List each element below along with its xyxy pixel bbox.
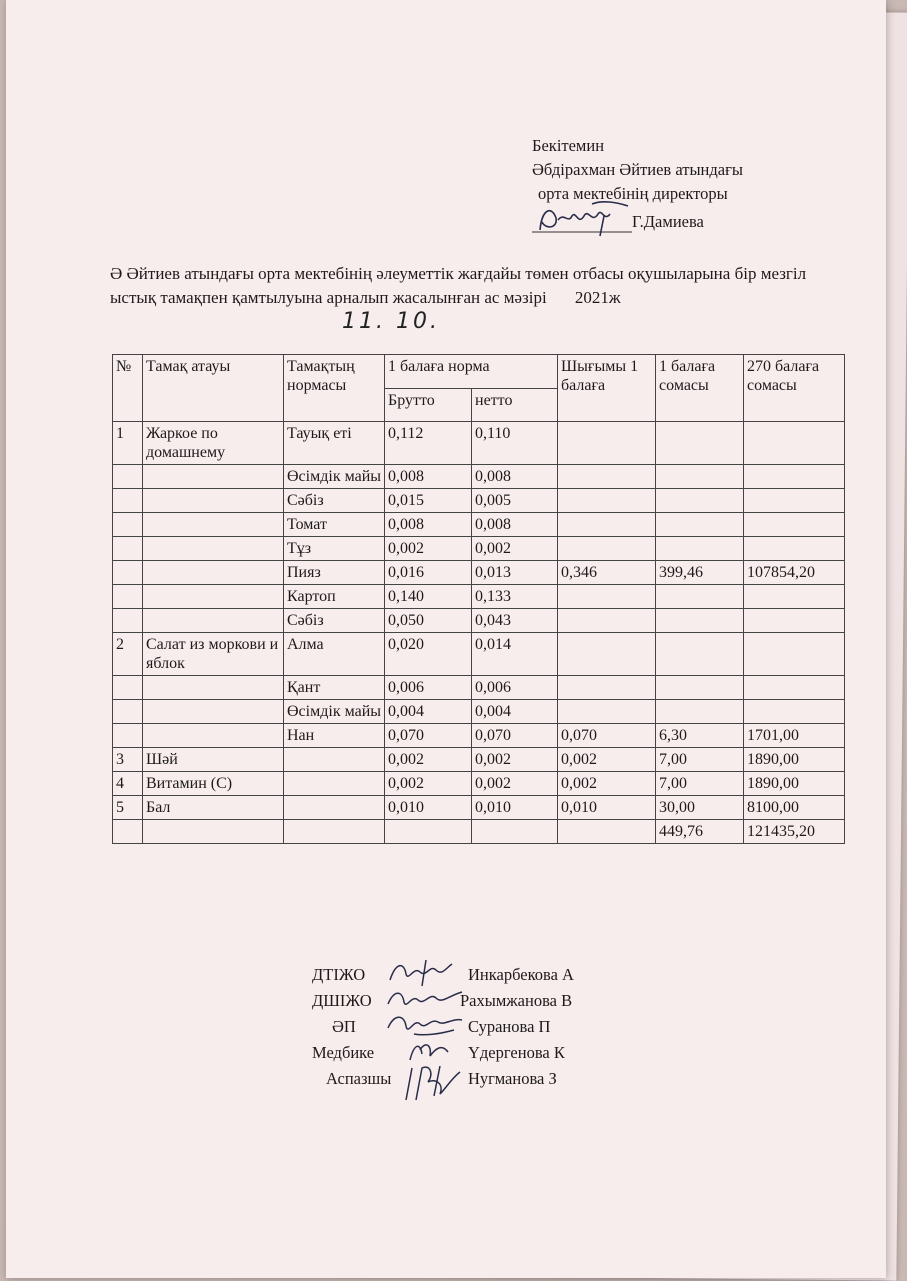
cell-brutto: 0,008 [385, 513, 472, 537]
signer-name: Үдергенова К [468, 1043, 565, 1062]
table-row [113, 537, 845, 561]
director-name: Г.Дамиева [632, 212, 704, 231]
cell-sum-270 [744, 465, 845, 489]
signer-signature [400, 1060, 470, 1104]
cell-sum-1 [656, 513, 744, 537]
signer-role: ДШІЖО [312, 991, 372, 1010]
signer-role: ӘП [332, 1017, 356, 1036]
title-text: Ә Әйтиев атындағы орта мектебінің әлеуметтік жағдайы төмен отбасы оқушыларына бір мезгіл ыстық тамақпен қамтылуына арналып жасалынған ас мәзірі [110, 264, 807, 307]
header-name: Тамақ атауы [143, 355, 284, 422]
approval-line-3: орта мектебінің директоры [538, 184, 728, 203]
cell-brutto: 0,008 [385, 465, 472, 489]
cell-brutto: 0,010 [385, 796, 472, 820]
cell-brutto: 0,006 [385, 676, 472, 700]
director-signature [532, 200, 632, 238]
cell-netto: 0,014 [472, 633, 558, 676]
cell-dish-name: Жаркое по домашнему [143, 422, 284, 465]
cell-brutto: 0,140 [385, 585, 472, 609]
cell-no: 2 [113, 633, 143, 676]
cell-ingredient [284, 772, 385, 796]
cell-ingredient: Картоп [284, 585, 385, 609]
cell-no [113, 609, 143, 633]
cell-dish-name [143, 585, 284, 609]
cell-netto: 0,002 [472, 537, 558, 561]
cell-ingredient: Өсімдік майы [284, 700, 385, 724]
cell-brutto: 0,070 [385, 724, 472, 748]
approval-line-1: Бекітемин [532, 136, 605, 155]
cell-dish-name: Витамин (С) [143, 772, 284, 796]
cell-dish-name [143, 537, 284, 561]
cell-netto: 0,006 [472, 676, 558, 700]
table-row [113, 633, 845, 676]
cell-dish-name [143, 820, 284, 844]
cell-dish-name: Шәй [143, 748, 284, 772]
table-row [113, 489, 845, 513]
approval-line-2: Әбдірахман Әйтиев атындағы [532, 160, 743, 179]
header-per-child-norm: 1 балаға норма [385, 355, 558, 389]
cell-dish-name: Салат из моркови и яблок [143, 633, 284, 676]
table-row [113, 465, 845, 489]
cell-output [558, 700, 656, 724]
cell-sum-270 [744, 513, 845, 537]
cell-no [113, 513, 143, 537]
cell-dish-name [143, 489, 284, 513]
cell-sum-1 [656, 537, 744, 561]
cell-brutto: 0,002 [385, 537, 472, 561]
cell-sum-1: 7,00 [656, 748, 744, 772]
cell-netto: 0,008 [472, 513, 558, 537]
cell-sum-270 [744, 489, 845, 513]
cell-no: 1 [113, 422, 143, 465]
cell-netto: 0,010 [472, 796, 558, 820]
cell-sum-1 [656, 700, 744, 724]
table-row [113, 561, 845, 585]
approval-block [532, 134, 743, 236]
table-row [113, 796, 845, 820]
cell-dish-name: Бал [143, 796, 284, 820]
cell-no [113, 561, 143, 585]
signer-role: Аспазшы [326, 1069, 392, 1088]
cell-output: 0,002 [558, 748, 656, 772]
cell-brutto: 0,016 [385, 561, 472, 585]
cell-sum-270: 1890,00 [744, 772, 845, 796]
cell-ingredient: Тұз [284, 537, 385, 561]
cell-output: 0,346 [558, 561, 656, 585]
cell-ingredient [284, 820, 385, 844]
cell-netto: 0,070 [472, 724, 558, 748]
title-year: 2021ж [574, 288, 621, 307]
cell-brutto: 0,004 [385, 700, 472, 724]
cell-no: 3 [113, 748, 143, 772]
header-brutto: Брутто [385, 388, 472, 422]
cell-sum-1 [656, 465, 744, 489]
cell-output [558, 633, 656, 676]
cell-output [558, 609, 656, 633]
cell-ingredient: Пияз [284, 561, 385, 585]
header-netto: нетто [472, 388, 558, 422]
cell-ingredient: Сәбіз [284, 609, 385, 633]
cell-brutto: 0,015 [385, 489, 472, 513]
signer-role: Медбике [312, 1043, 375, 1062]
table-row [113, 820, 845, 844]
cell-output: 0,070 [558, 724, 656, 748]
menu-table [112, 354, 845, 844]
signer-name: Суранова П [468, 1017, 551, 1036]
header-no: № [113, 355, 143, 422]
cell-ingredient [284, 748, 385, 772]
cell-sum-1 [656, 609, 744, 633]
cell-output [558, 676, 656, 700]
cell-sum-270: 1890,00 [744, 748, 845, 772]
cell-brutto: 0,050 [385, 609, 472, 633]
cell-netto: 0,110 [472, 422, 558, 465]
cell-netto: 0,002 [472, 748, 558, 772]
table-row [113, 700, 845, 724]
cell-sum-270 [744, 676, 845, 700]
table-row [113, 585, 845, 609]
cell-sum-1 [656, 489, 744, 513]
signer-name: Нугманова З [468, 1069, 557, 1088]
cell-no [113, 700, 143, 724]
cell-dish-name [143, 724, 284, 748]
cell-sum-270 [744, 537, 845, 561]
cell-brutto: 0,020 [385, 633, 472, 676]
cell-sum-1: 7,00 [656, 772, 744, 796]
cell-output: 0,010 [558, 796, 656, 820]
table-row [113, 513, 845, 537]
signer-role: ДТІЖО [312, 965, 366, 984]
cell-no [113, 465, 143, 489]
cell-output [558, 465, 656, 489]
table-row [113, 676, 845, 700]
cell-output [558, 489, 656, 513]
cell-no [113, 724, 143, 748]
cell-dish-name [143, 465, 284, 489]
cell-no [113, 820, 143, 844]
cell-ingredient: Нан [284, 724, 385, 748]
cell-netto: 0,004 [472, 700, 558, 724]
cell-ingredient: Сәбіз [284, 489, 385, 513]
header-sum-1: 1 балаға сомасы [656, 355, 744, 422]
cell-netto: 0,043 [472, 609, 558, 633]
signer-name: Рахымжанова В [460, 991, 573, 1010]
cell-netto: 0,008 [472, 465, 558, 489]
table-row [113, 422, 845, 465]
approval-signature-line [532, 206, 743, 236]
cell-sum-270 [744, 422, 845, 465]
cell-netto [472, 820, 558, 844]
document-title [110, 262, 830, 334]
cell-no: 5 [113, 796, 143, 820]
cell-sum-270: 121435,20 [744, 820, 845, 844]
cell-no [113, 489, 143, 513]
cell-brutto: 0,002 [385, 772, 472, 796]
cell-dish-name [143, 609, 284, 633]
cell-sum-270: 1701,00 [744, 724, 845, 748]
cell-brutto [385, 820, 472, 844]
signer-name: Инкарбекова А [468, 965, 574, 984]
cell-ingredient: Өсімдік майы [284, 465, 385, 489]
cell-brutto: 0,112 [385, 422, 472, 465]
cell-dish-name [143, 676, 284, 700]
cell-ingredient [284, 796, 385, 820]
cell-output [558, 585, 656, 609]
table-row [113, 772, 845, 796]
cell-sum-1 [656, 422, 744, 465]
table-row [113, 748, 845, 772]
cell-sum-1 [656, 633, 744, 676]
cell-dish-name [143, 561, 284, 585]
cell-sum-270: 8100,00 [744, 796, 845, 820]
cell-dish-name [143, 700, 284, 724]
cell-output [558, 513, 656, 537]
cell-output: 0,002 [558, 772, 656, 796]
cell-ingredient: Алма [284, 633, 385, 676]
cell-no: 4 [113, 772, 143, 796]
cell-dish-name [143, 513, 284, 537]
cell-sum-1: 30,00 [656, 796, 744, 820]
cell-no [113, 585, 143, 609]
cell-netto: 0,002 [472, 772, 558, 796]
header-output: Шығымы 1 балаға [558, 355, 656, 422]
cell-output [558, 537, 656, 561]
cell-sum-1: 449,76 [656, 820, 744, 844]
cell-sum-1: 399,46 [656, 561, 744, 585]
cell-sum-270: 107854,20 [744, 561, 845, 585]
cell-netto: 0,005 [472, 489, 558, 513]
cell-sum-270 [744, 609, 845, 633]
cell-sum-1 [656, 676, 744, 700]
cell-sum-270 [744, 633, 845, 676]
cell-no [113, 676, 143, 700]
table-row [113, 609, 845, 633]
cell-output [558, 820, 656, 844]
cell-ingredient: Тауық еті [284, 422, 385, 465]
cell-sum-1 [656, 585, 744, 609]
cell-netto: 0,013 [472, 561, 558, 585]
handwritten-date: 11. 10. [342, 309, 440, 334]
cell-sum-1: 6,30 [656, 724, 744, 748]
menu-table-body [113, 422, 845, 844]
cell-no [113, 537, 143, 561]
cell-output [558, 422, 656, 465]
cell-netto: 0,133 [472, 585, 558, 609]
cell-sum-270 [744, 585, 845, 609]
table-row [113, 724, 845, 748]
cell-ingredient: Қант [284, 676, 385, 700]
cell-brutto: 0,002 [385, 748, 472, 772]
header-sum-270: 270 балаға сомасы [744, 355, 845, 422]
cell-ingredient: Томат [284, 513, 385, 537]
cell-sum-270 [744, 700, 845, 724]
header-norm: Тамақтың нормасы [284, 355, 385, 422]
